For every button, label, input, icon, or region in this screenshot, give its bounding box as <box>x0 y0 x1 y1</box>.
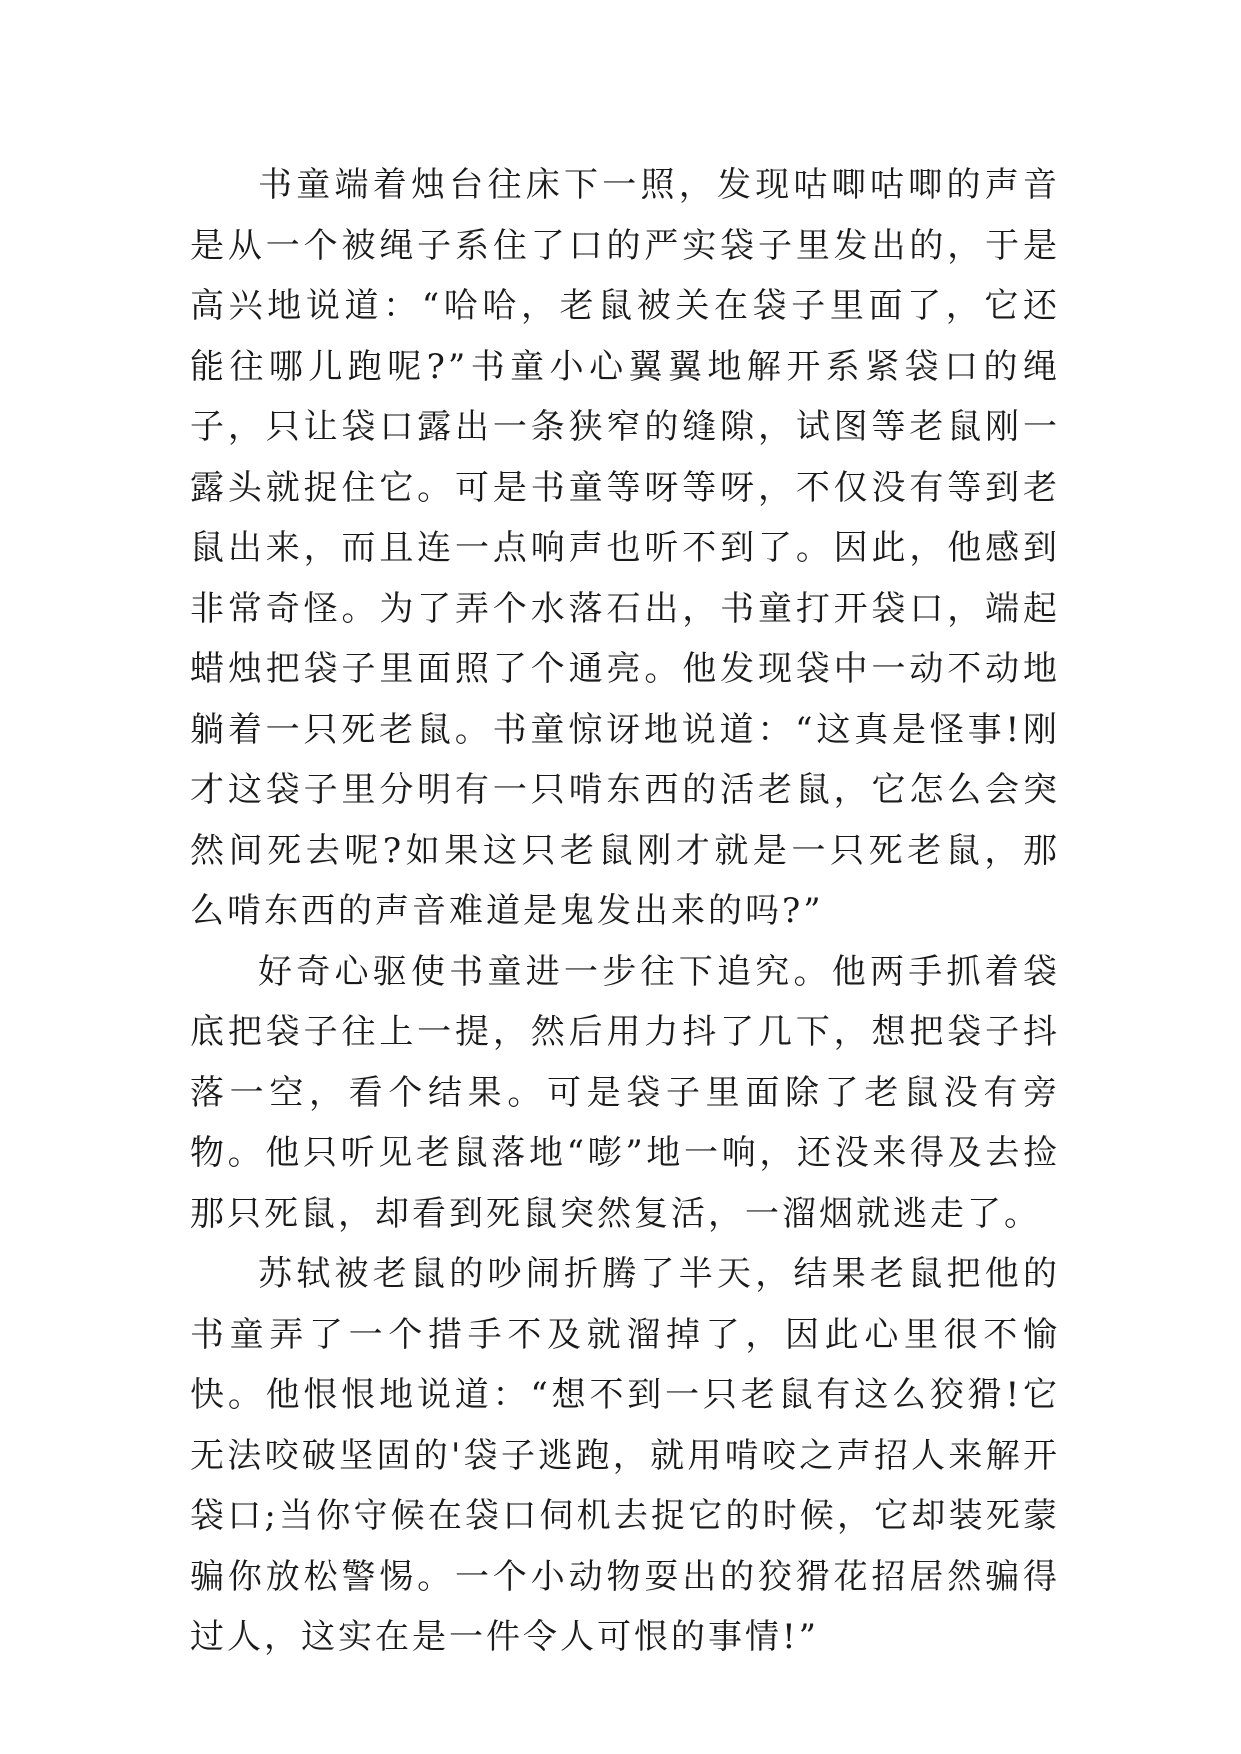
body-text <box>190 155 1060 1668</box>
paragraph-3: 苏轼被老鼠的吵闹折腾了半天，结果老鼠把他的书童弄了一个措手不及就溜掉了，因此心里很不愉快。他恨恨地说道：“想不到一只老鼠有这么狡猾!它无法咬破坚固的'袋子逃跑，就用啃咬之声招人来解开袋口;当你守候在袋口伺机去捉它的时候，它却装死蒙骗你放松警惕。一个小动物耍出的狡猾花招居然骗得过人，这实在是一件令人可恨的事情!” <box>190 1254 1060 1657</box>
paragraph-1: 书童端着烛台往床下一照，发现咕唧咕唧的声音是从一个被绳子系住了口的严实袋子里发出的，于是高兴地说道：“哈哈，老鼠被关在袋子里面了，它还能往哪儿跑呢?”书童小心翼翼地解开系紧袋口的绳子，只让袋口露出一条狭窄的缝隙，试图等老鼠刚一露头就捉住它。可是书童等呀等呀，不仅没有等到老鼠出来，而且连一点响声也听不到了。因此，他感到非常奇怪。为了弄个水落石出，书童打开袋口，端起蜡烛把袋子里面照了个通亮。他发现袋中一动不动地躺着一只死老鼠。书童惊讶地说道：“这真是怪事!刚才这袋子里分明有一只啃东西的活老鼠，它怎么会突然间死去呢?如果这只老鼠刚才就是一只死老鼠，那么啃东西的声音难道是鬼发出来的吗?” <box>190 165 1060 931</box>
paragraph-2: 好奇心驱使书童进一步往下追究。他两手抓着袋底把袋子往上一提，然后用力抖了几下，想把袋子抖落一空，看个结果。可是袋子里面除了老鼠没有旁物。他只听见老鼠落地“嘭”地一响，还没来得及去捡那只死鼠，却看到死鼠突然复活，一溜烟就逃走了。 <box>190 951 1060 1234</box>
